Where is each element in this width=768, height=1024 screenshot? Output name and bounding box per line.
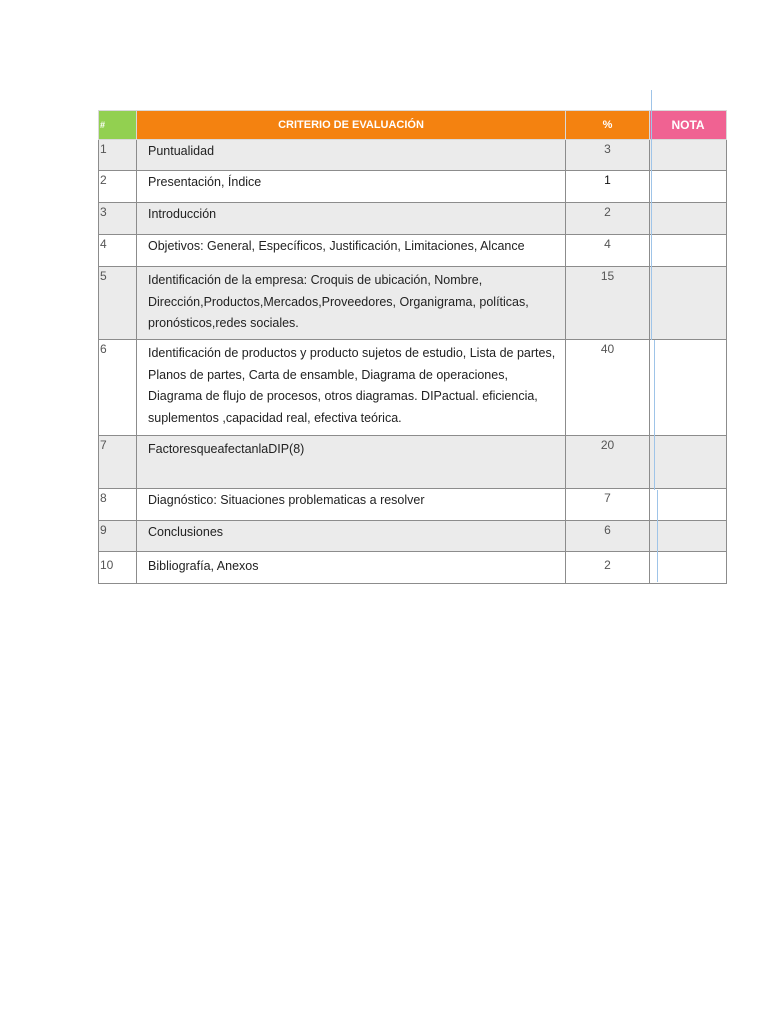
row-num: 9 [99,521,137,552]
table-header-row [99,111,727,140]
row-nota-cell[interactable] [650,235,727,267]
row-criterio: Objetivos: General, Específicos, Justificación, Limitaciones, Alcance [137,235,566,267]
row-criterio: Identificación de la empresa: Croquis de ubicación, Nombre, Dirección,Productos,Mercados,Proveedores, Organigrama, políticas, pronósticos,redes sociales. [137,267,566,340]
table-row [99,140,727,171]
row-percent: 3 [566,140,650,171]
header-percent: % [566,111,650,140]
column-guide-line [657,490,658,582]
row-criterio: Introducción [137,203,566,235]
row-nota-cell[interactable] [650,340,727,436]
evaluation-table [98,110,727,584]
row-nota-cell[interactable] [650,267,727,340]
row-percent: 6 [566,521,650,552]
row-num: 5 [99,267,137,340]
row-num: 7 [99,436,137,489]
row-nota-cell[interactable] [650,436,727,489]
row-percent: 2 [566,203,650,235]
row-num: 2 [99,171,137,203]
row-nota-cell[interactable] [650,521,727,552]
table-row [99,171,727,203]
row-nota-cell[interactable] [650,140,727,171]
column-guide-line [651,90,652,340]
row-num: 10 [99,552,137,584]
row-percent: 2 [566,552,650,584]
row-criterio: Diagnóstico: Situaciones problematicas a resolver [137,489,566,521]
row-percent: 15 [566,267,650,340]
row-num: 3 [99,203,137,235]
row-criterio: Identificación de productos y producto sujetos de estudio, Lista de partes, Planos de partes, Carta de ensamble, Diagrama de operaciones, Diagrama de flujo de procesos, otros diagramas. DIPactual. eficiencia, suplementos ,capacidad real, efectiva teórica. [137,340,566,436]
table-row [99,340,727,436]
row-percent: 40 [566,340,650,436]
row-percent: 1 [566,171,650,203]
column-guide-line [654,340,655,490]
row-criterio: Presentación, Índice [137,171,566,203]
row-num: 6 [99,340,137,436]
row-criterio: Bibliografía, Anexos [137,552,566,584]
row-num: 8 [99,489,137,521]
table-row [99,267,727,340]
header-nota: NOTA [650,111,727,140]
header-criterio: CRITERIO DE EVALUACIÓN [137,111,566,140]
row-percent: 20 [566,436,650,489]
row-nota-cell[interactable] [650,489,727,521]
row-criterio: FactoresqueafectanlaDIP(8) [137,436,566,489]
row-nota-cell[interactable] [650,171,727,203]
table-row [99,235,727,267]
row-nota-cell[interactable] [650,552,727,584]
table-row [99,203,727,235]
row-num: 1 [99,140,137,171]
row-percent: 7 [566,489,650,521]
row-criterio: Puntualidad [137,140,566,171]
header-num: # [99,111,137,140]
table-row [99,436,727,489]
row-num: 4 [99,235,137,267]
row-percent: 4 [566,235,650,267]
row-nota-cell[interactable] [650,203,727,235]
table-row [99,521,727,552]
table-row [99,489,727,521]
row-criterio: Conclusiones [137,521,566,552]
table-row [99,552,727,584]
